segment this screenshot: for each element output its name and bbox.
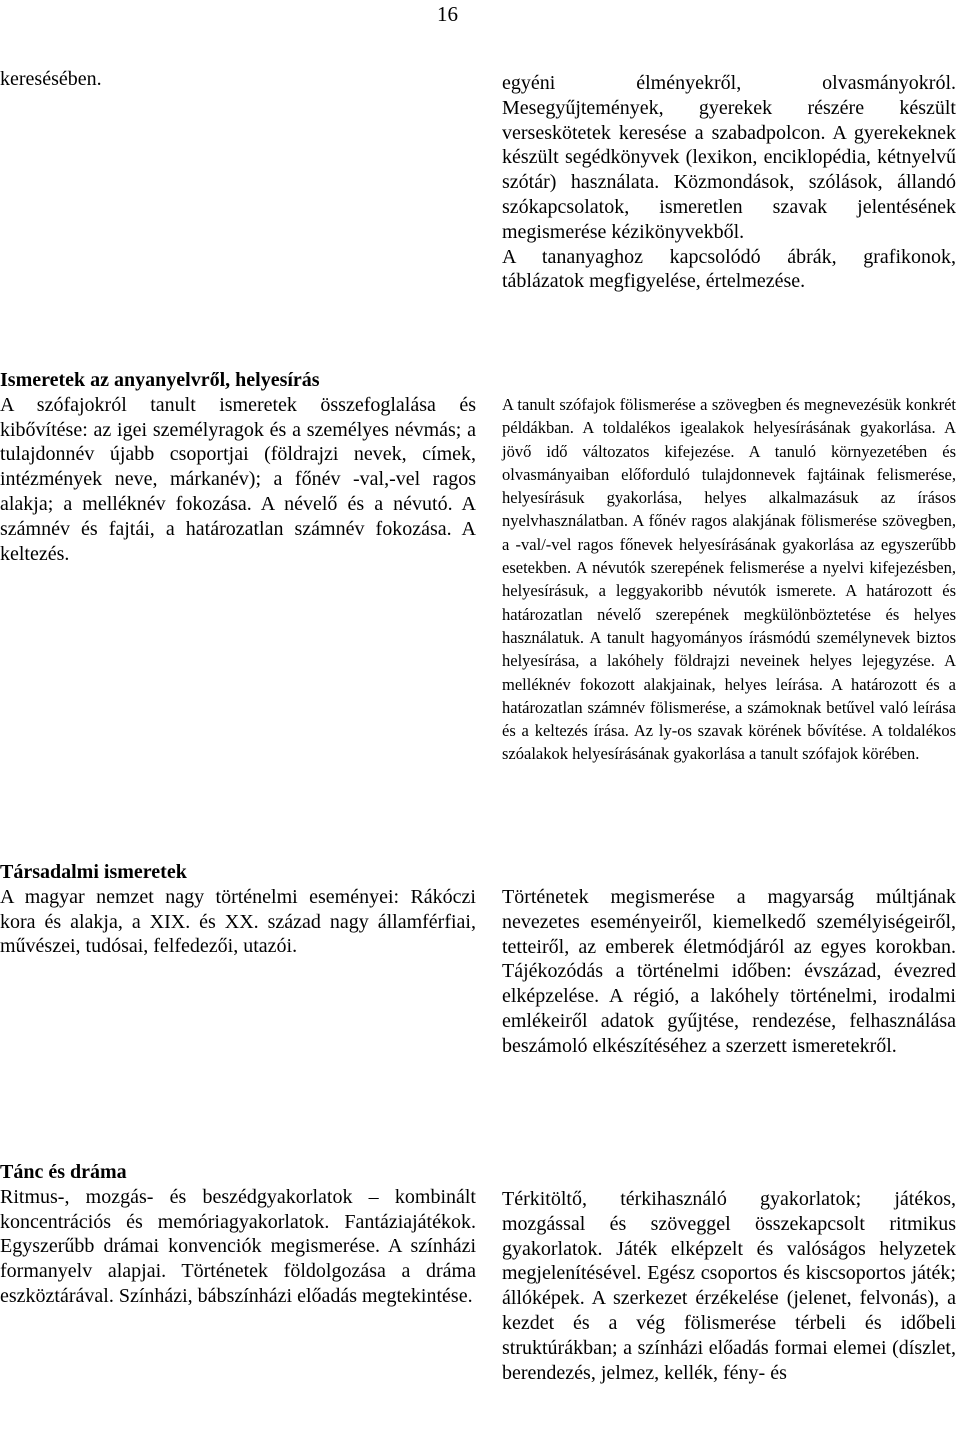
section-tanc-left-text: Ritmus-, mozgás- és beszédgyakorlatok – kombinált koncentrációs és memóriagyakorlatok. Fantáziajátékok. Egyszerűbb drámai konvenciók megismerése. A színházi formanyelv alapjai. Történetek földolgozása a dráma eszköztárával. Színházi, bábszínházi előadás megtekintése.	[0, 1185, 476, 1307]
section-anyanyelv-left-text: A szófajokról tanult ismeretek összefoglalása és kibővítése: az igei személyragok és a személyes névmás; a tulajdonnév újabb csoportjai (földrajzi nevek, címek, intézmények neve, márkanév); a főnév -val,-vel ragos alakja; a melléknév fokozása. A névelő és a névutó. A számnév és fajtái, a határozatlan számnév fokozása. A keltezés.	[0, 393, 476, 565]
top-left-text: keresésében.	[0, 68, 102, 90]
top-right-paragraph-2: A tananyaghoz kapcsolódó ábrák, grafikonok, táblázatok megfigyelése, értelmezése.	[502, 245, 956, 293]
section-heading-anyanyelv: Ismeretek az anyanyelvről, helyesírás	[0, 369, 320, 391]
top-right-block	[502, 71, 956, 294]
page-number: 16	[437, 2, 458, 26]
section-heading-tanc: Tánc és dráma	[0, 1161, 127, 1183]
section-tarsadalmi-right-text: Történetek megismerése a magyarság múltjának nevezetes eseményeiről, kiemelkedő személyiségeiről, tetteiről, az emberek életmódjáról az egyes korokban. Tájékozódás a történelmi időben: évszázad, évezred elképzelése. A régió, a lakóhely történelmi, irodalmi emlékeiről adatok gyűjtése, rendezése, felhasználása beszámoló elkészítéséhez a szerzett ismeretekről.	[502, 886, 956, 1057]
section-tarsadalmi-left	[0, 860, 476, 959]
section-tanc-right-text: Térkitöltő, térkihasználó gyakorlatok; játékos, mozgással és szöveggel összekapcsolt ritmikus gyakorlatok. Játék elképzelt és valóságos helyzetek megjelenítésével. Egész csoportos és kiscsoportos játék; állóképek. A szerkezet érzékelése (jelenet, felvonás), a kezdet és a vég fölismerése térbeli és időbeli struktúrákban; a színházi előadás formai elemei (díszlet, berendezés, jelmez, kellék, fény- és	[502, 1188, 956, 1384]
section-anyanyelv-right-text: A tanult szófajok fölismerése a szövegben és megnevezésük konkrét példákban. A toldalékos igealakok helyesírásának gyakorlása. A jövő idő változatos kifejezése. A tanuló környezetében és olvasmányaiban előforduló tulajdonnevek fajtáinak felismerése, helyesírásuk gyakorlása, helyes alkalmazásuk az írásos nyelvhasználatban. A főnév ragos alakjának fölismerése szövegben, a -val/-vel ragos főnevek helyesírásának gyakorlása az egyszerűbb esetekben. A névutók szerepének felismerése a nyelvi kifejezésben, helyesírásuk, a leggyakoribb névutók ismerete. A határozott és határozatlan névelő szerepének megkülönböztetése és helyes használatuk. A tanult hagyományos írásmódú személynevek biztos helyesírása, a lakóhely földrajzi neveinek helyes lejegyzése. A melléknév fokozott alakjainak, helyes leírása. A határozott és a határozatlan számnév fölismerése, a számoknak betűvel való leírása és a keltezés írása. Az ly-os szavak körének bővítése. A toldalékos szóalakok helyesírásának gyakorlása a tanult szófajok körében.	[502, 395, 956, 764]
section-tarsadalmi-left-text: A magyar nemzet nagy történelmi eseményei: Rákóczi kora és alakja, a XIX. és XX. század nagy államférfiai, művészei, tudósai, felfedezői, utazói.	[0, 885, 476, 958]
section-heading-tarsadalmi: Társadalmi ismeretek	[0, 861, 187, 883]
top-right-paragraph-1: egyéni élményekről, olvasmányokról. Mesegyűjtemények, gyerekek részére készült verseskötetek keresése a szabadpolcon. A gyerekeknek készült segédkönyvek (lexikon, enciklopédia, kétnyelvű szótár) használata. Közmondások, szólások, állandó szókapcsolatok, ismeretlen szavak jelentésének megismerése kézikönyvekből.	[502, 72, 956, 243]
section-anyanyelv-left	[0, 368, 476, 566]
section-tanc-left	[0, 1160, 476, 1309]
